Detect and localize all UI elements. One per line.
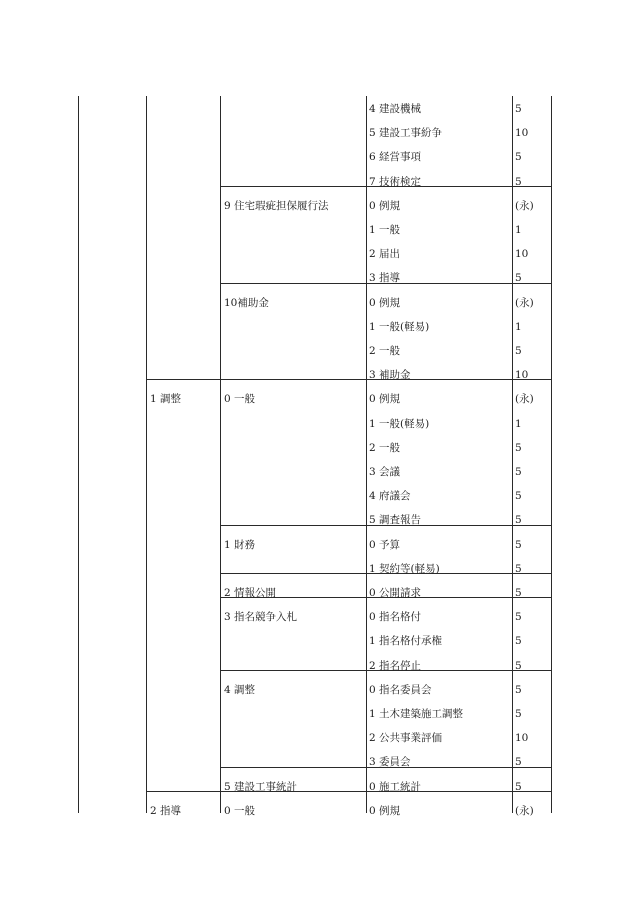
row-rule bbox=[146, 791, 552, 792]
column-rule bbox=[512, 96, 513, 813]
item-cell: 6 経営事項 bbox=[369, 151, 422, 164]
item-cell: 0 施工統計 bbox=[369, 780, 422, 793]
subcategory-cell: 10補助金 bbox=[224, 296, 269, 309]
period-cell: 5 bbox=[515, 272, 522, 285]
period-cell: 5 bbox=[515, 345, 522, 357]
period-cell: 10 bbox=[515, 127, 529, 140]
item-cell: 1 土木建築施工調整 bbox=[369, 708, 464, 720]
column-rule bbox=[146, 96, 147, 813]
item-cell: 5 調査報告 bbox=[369, 514, 422, 527]
period-cell: 10 bbox=[515, 732, 529, 745]
period-cell: 5 bbox=[515, 635, 522, 648]
subcategory-cell: 1 財務 bbox=[224, 538, 256, 551]
item-cell: 1 一般(軽易) bbox=[369, 417, 430, 430]
item-cell: 0 予算 bbox=[369, 538, 401, 551]
column-rule bbox=[551, 96, 552, 813]
period-cell: 5 bbox=[515, 490, 522, 503]
category-cell: 2 指導 bbox=[150, 804, 182, 817]
period-cell: (永) bbox=[515, 296, 534, 309]
period-cell: 10 bbox=[515, 369, 529, 382]
item-cell: 4 建設機械 bbox=[369, 103, 422, 115]
item-cell: 0 例規 bbox=[369, 804, 401, 817]
period-cell: 5 bbox=[515, 441, 522, 454]
item-cell: 3 補助金 bbox=[369, 369, 411, 382]
item-cell: 0 例規 bbox=[369, 296, 401, 309]
item-cell: 2 一般 bbox=[369, 345, 401, 357]
item-cell: 0 例規 bbox=[369, 393, 401, 406]
row-rule bbox=[146, 379, 552, 380]
period-cell: 5 bbox=[515, 538, 522, 551]
item-cell: 7 技術検定 bbox=[369, 175, 422, 188]
item-cell: 1 一般 bbox=[369, 224, 401, 236]
item-cell: 3 指導 bbox=[369, 272, 401, 285]
period-cell: 5 bbox=[515, 659, 522, 672]
period-cell: 5 bbox=[515, 466, 522, 478]
item-cell: 0 指名委員会 bbox=[369, 683, 432, 696]
item-cell: 1 指名格付承権 bbox=[369, 635, 443, 648]
period-cell: 1 bbox=[515, 417, 522, 430]
period-cell: 1 bbox=[515, 320, 522, 333]
period-cell: 5 bbox=[515, 683, 522, 696]
item-cell: 1 一般(軽易) bbox=[369, 320, 430, 333]
subcategory-cell: 3 指名競争入札 bbox=[224, 611, 298, 624]
period-cell: 5 bbox=[515, 151, 522, 164]
period-cell: 5 bbox=[515, 756, 522, 769]
item-cell: 2 公共事業評価 bbox=[369, 732, 443, 745]
subcategory-cell: 9 住宅瑕疵担保履行法 bbox=[224, 199, 329, 212]
column-rule bbox=[220, 96, 221, 813]
subcategory-cell: 0 一般 bbox=[224, 804, 256, 817]
period-cell: 5 bbox=[515, 708, 522, 720]
column-rule bbox=[366, 96, 367, 813]
item-cell: 0 例規 bbox=[369, 199, 401, 212]
item-cell: 2 届出 bbox=[369, 248, 401, 261]
item-cell: 0 指名格付 bbox=[369, 611, 422, 624]
period-cell: (永) bbox=[515, 804, 534, 817]
subcategory-cell: 2 情報公開 bbox=[224, 587, 277, 599]
item-cell: 0 公開請求 bbox=[369, 587, 422, 599]
item-cell: 3 会議 bbox=[369, 466, 401, 478]
subcategory-cell: 0 一般 bbox=[224, 393, 256, 406]
period-cell: 5 bbox=[515, 103, 522, 115]
category-cell: 1 調整 bbox=[150, 393, 182, 406]
item-cell: 4 府議会 bbox=[369, 490, 411, 503]
subcategory-cell: 5 建設工事統計 bbox=[224, 780, 298, 793]
period-cell: 5 bbox=[515, 611, 522, 624]
subcategory-cell: 4 調整 bbox=[224, 683, 256, 696]
period-cell: 5 bbox=[515, 780, 522, 793]
period-cell: (永) bbox=[515, 199, 534, 212]
period-cell: 5 bbox=[515, 562, 522, 575]
period-cell: 10 bbox=[515, 248, 529, 261]
period-cell: 5 bbox=[515, 587, 522, 599]
column-rule bbox=[78, 96, 79, 813]
period-cell: 1 bbox=[515, 224, 522, 236]
item-cell: 5 建設工事紛争 bbox=[369, 127, 443, 140]
item-cell: 2 指名停止 bbox=[369, 659, 422, 672]
item-cell: 1 契約等(軽易) bbox=[369, 562, 440, 575]
item-cell: 2 一般 bbox=[369, 441, 401, 454]
period-cell: 5 bbox=[515, 514, 522, 527]
item-cell: 3 委員会 bbox=[369, 756, 411, 769]
period-cell: (永) bbox=[515, 393, 534, 406]
period-cell: 5 bbox=[515, 175, 522, 188]
